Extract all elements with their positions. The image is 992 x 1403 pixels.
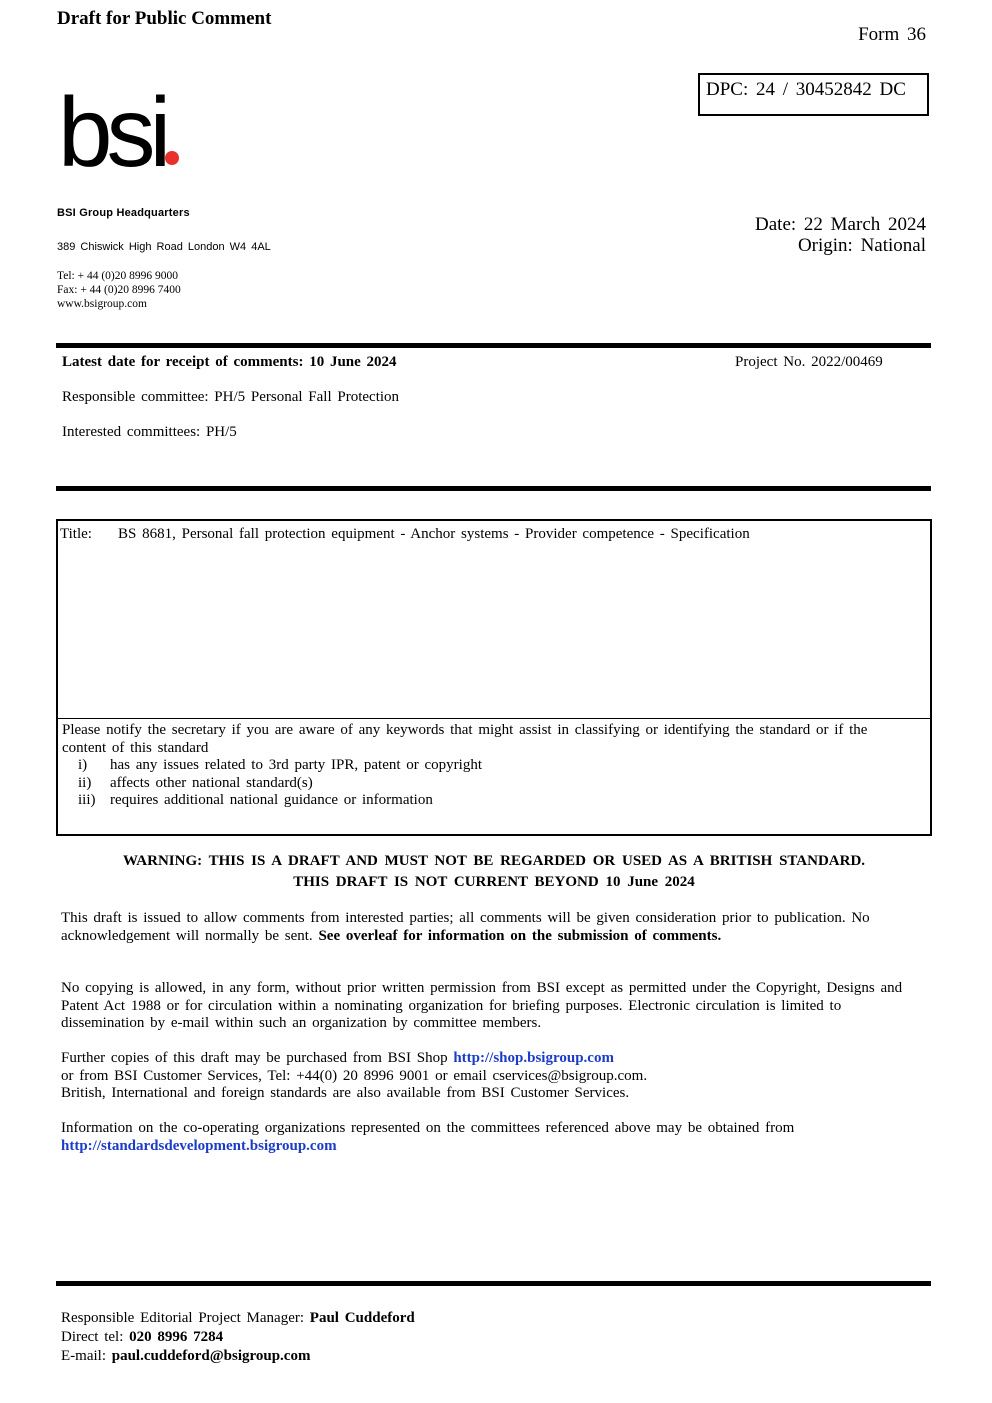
footer-rule: [56, 1281, 931, 1286]
dpc-reference-box: [698, 73, 929, 116]
list-item: iii) requires additional national guidance or information: [78, 792, 433, 808]
logo-text: bsi: [58, 78, 166, 178]
fax: Fax: + 44 (0)20 8996 7400: [57, 284, 181, 296]
title-value: BS 8681, Personal fall protection equipment - Anchor systems - Provider competence - Specification: [118, 526, 750, 542]
project-number: Project No. 2022/00469: [735, 354, 883, 370]
shop-link[interactable]: http://shop.bsigroup.com: [453, 1050, 614, 1066]
latest-comment-date: Latest date for receipt of comments: 10 June 2024: [62, 354, 397, 370]
draft-title: Draft for Public Comment: [57, 8, 272, 29]
overleaf-note: See overleaf for information on the submission of comments.: [318, 927, 722, 944]
warning-line-2: THIS DRAFT IS NOT CURRENT BEYOND 10 June 2024: [293, 874, 695, 890]
notify-intro: Please notify the secretary if you are aware of any keywords that might assist in classifying or identifying the standard or if the content of this standard: [62, 722, 868, 756]
dates-block: [755, 214, 926, 256]
list-item: i) has any issues related to 3rd party IPR, patent or copyright: [78, 757, 483, 773]
manager-name: Paul Cuddeford: [309, 1310, 415, 1326]
standards-link[interactable]: http://standardsdevelopment.bsigroup.com: [61, 1137, 337, 1154]
date: Date: 22 March 2024: [755, 214, 926, 235]
bsi-logo: [58, 78, 188, 178]
draft-warning: [56, 851, 932, 893]
dpc-reference: DPC: 24 / 30452842 DC: [706, 79, 906, 100]
tel: Tel: + 44 (0)20 8996 9000: [57, 270, 178, 282]
copies-paragraph: Further copies of this draft may be purchased from BSI Shop http://shop.bsigroup.com or from BSI Customer Services, Tel: +44(0) 20 8996 9001 or email cservices@bsigroup.com. British, International and foreign standards are also available from BSI Customer Services.: [61, 1050, 648, 1101]
issued-paragraph: This draft is issued to allow comments from interested parties; all comments will be given consideration prior to publication. No acknowledgement will normally be sent. See overleaf for information on the submission of comments.: [61, 910, 870, 944]
direct-tel: 020 8996 7284: [129, 1329, 224, 1345]
list-item: ii) affects other national standard(s): [78, 774, 313, 791]
top-rule: [56, 343, 931, 348]
hq-address: 389 Chiswick High Road London W4 4AL: [57, 241, 271, 253]
title-divider: [58, 718, 930, 719]
interested-committees: Interested committees: PH/5: [62, 424, 237, 440]
copying-paragraph: No copying is allowed, in any form, without prior written permission from BSI except as permitted under the Copyright, Designs and Patent Act 1988 or for circulation within a nominating organization for briefing purposes. Electronic circulation is limited to dissemination by e-mail within such an organization by committee members.: [61, 980, 903, 1031]
title-row: [60, 526, 750, 543]
section-rule: [56, 486, 931, 491]
footer-contact: Responsible Editorial Project Manager: Paul Cuddeford Direct tel: 020 8996 7284 E-mail: paul.cuddeford@bsigroup.com: [61, 1310, 415, 1364]
website: www.bsigroup.com: [57, 298, 147, 310]
logo-dot: [165, 151, 179, 165]
warning-line-1: WARNING: THIS IS A DRAFT AND MUST NOT BE REGARDED OR USED AS A BRITISH STANDARD.: [122, 853, 866, 869]
info-paragraph: Information on the co-operating organizations represented on the committees referenced above may be obtained from http://standardsdevelopment.bsigroup.com: [61, 1120, 795, 1154]
notify-block: [62, 722, 902, 810]
hq-title: BSI Group Headquarters: [57, 207, 190, 219]
origin: Origin: National: [797, 235, 926, 256]
manager-email[interactable]: paul.cuddeford@bsigroup.com: [111, 1348, 311, 1364]
responsible-committee: Responsible committee: PH/5 Personal Fall Protection: [62, 389, 400, 405]
contact-block: [57, 269, 181, 311]
title-box: [56, 519, 932, 836]
form-number: Form 36: [858, 24, 926, 45]
title-label: Title:: [60, 526, 92, 542]
